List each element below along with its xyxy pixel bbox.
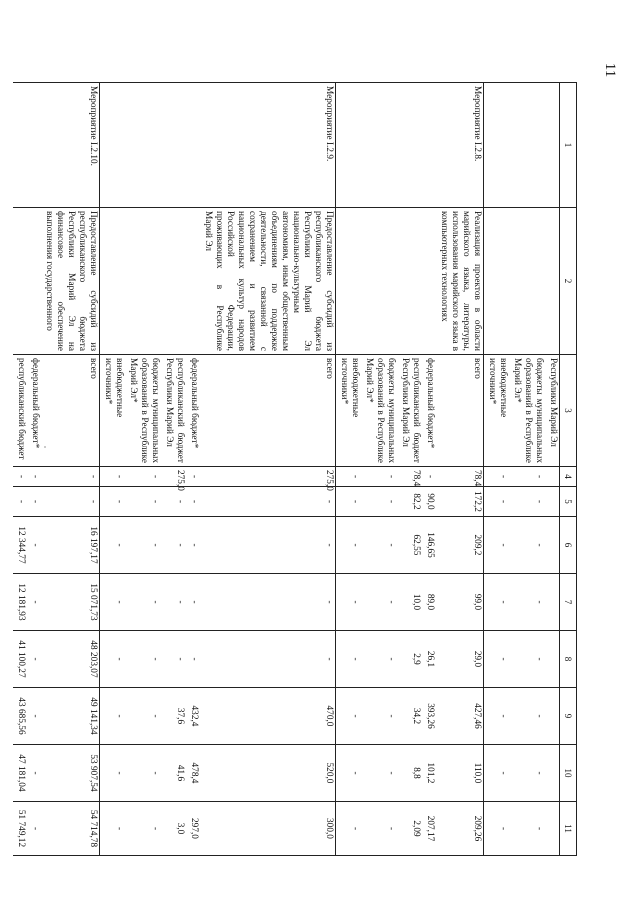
value-cell: 275,0: [200, 467, 336, 487]
value-cell: 427,46: [436, 688, 484, 745]
measure-name-cell: [161, 208, 186, 355]
value-cell: -: [200, 487, 336, 517]
value-cell: -: [186, 517, 200, 574]
value-cell: 520,0: [200, 745, 336, 802]
value-cell: 99,0: [436, 574, 484, 631]
value-cell: -: [361, 574, 397, 631]
table-row: [13, 83, 27, 856]
header-cell: 5: [560, 487, 577, 517]
value-cell: -: [509, 688, 545, 745]
value-cell: -: [484, 574, 510, 631]
measure-name-cell: Реализация проектов в области марийского языка, литературы, использования марийского языка в компьютерных технологиях: [436, 208, 484, 355]
measure-name-cell: [484, 208, 510, 355]
value-cell: -: [27, 745, 41, 802]
page-number: 11: [602, 62, 619, 78]
value-cell: 54 714,78: [41, 802, 100, 856]
value-cell: -: [161, 517, 186, 574]
value-cell: 2,9: [397, 631, 422, 688]
header-cell: 6: [560, 517, 577, 574]
value-cell: -: [484, 467, 510, 487]
funding-source-cell: внебюджетные источники*: [100, 355, 126, 467]
value-cell: -: [125, 467, 161, 487]
table-header: [560, 83, 577, 856]
measure-code-cell: [361, 83, 397, 208]
value-cell: -: [161, 487, 186, 517]
value-cell: 89,0: [422, 574, 436, 631]
value-cell: -: [100, 802, 126, 856]
value-cell: -: [200, 517, 336, 574]
value-cell: -: [509, 487, 545, 517]
measure-name-cell: [27, 208, 41, 355]
value-cell: -: [361, 631, 397, 688]
value-cell: -: [125, 574, 161, 631]
value-cell: 275,0: [161, 467, 186, 487]
value-cell: 34,2: [397, 688, 422, 745]
value-cell: -: [422, 467, 436, 487]
value-cell: 16 197,17: [41, 517, 100, 574]
value-cell: -: [186, 487, 200, 517]
measure-code-cell: [186, 83, 200, 208]
measure-code-cell: [397, 83, 422, 208]
value-cell: -: [361, 688, 397, 745]
value-cell: -: [361, 802, 397, 856]
value-cell: 101,2: [422, 745, 436, 802]
value-cell: [545, 631, 560, 688]
header-cell: 7: [560, 574, 577, 631]
value-cell: -: [484, 517, 510, 574]
value-cell: 43 685,56: [13, 688, 27, 745]
funding-source-cell: федеральный бюджет*: [422, 355, 436, 467]
table-row: [27, 83, 41, 856]
table-row: [336, 83, 362, 856]
value-cell: -: [125, 517, 161, 574]
funding-source-cell: республиканский бюджет: [13, 355, 27, 467]
table-row: [200, 83, 336, 856]
value-cell: -: [336, 802, 362, 856]
table-row: [41, 83, 100, 856]
measure-name-cell: [186, 208, 200, 355]
value-cell: 2,09: [397, 802, 422, 856]
value-cell: -: [336, 517, 362, 574]
measure-code-cell: Мероприятие I.2.9.: [200, 83, 336, 208]
rotated-table-container: [16, 82, 577, 855]
value-cell: -: [125, 745, 161, 802]
funding-source-cell: внебюджетные источники*: [336, 355, 362, 467]
value-cell: -: [27, 802, 41, 856]
measure-name-cell: [422, 208, 436, 355]
header-row: [560, 83, 577, 856]
value-cell: 41 100,27: [13, 631, 27, 688]
value-cell: 209,26: [436, 802, 484, 856]
value-cell: -: [27, 688, 41, 745]
value-cell: -: [186, 574, 200, 631]
funding-source-cell: всего: [436, 355, 484, 467]
measure-name-cell: [509, 208, 545, 355]
value-cell: -: [200, 631, 336, 688]
funding-source-cell: бюджеты муниципальных образований в Республике Марий Эл*: [361, 355, 397, 467]
header-cell: 2: [560, 208, 577, 355]
value-cell: -: [509, 631, 545, 688]
measure-name-cell: [100, 208, 126, 355]
measure-code-cell: [484, 83, 510, 208]
value-cell: -: [186, 467, 200, 487]
value-cell: 12 181,93: [13, 574, 27, 631]
value-cell: 432,4: [186, 688, 200, 745]
value-cell: 300,0: [200, 802, 336, 856]
value-cell: -: [100, 631, 126, 688]
header-cell: 1: [560, 83, 577, 208]
value-cell: -: [27, 467, 41, 487]
value-cell: 51 749,12: [13, 802, 27, 856]
value-cell: 146,65: [422, 517, 436, 574]
measure-code-cell: [100, 83, 126, 208]
funding-source-cell: всего: [200, 355, 336, 467]
measure-name-cell: [545, 208, 560, 355]
table-row: [509, 83, 545, 856]
measure-name-cell: Предоставление субсидий из республиканского бюджета Республики Марий Эл национально-культурным автономиям, иным общественным объединениям по поддержке деятельности, связанной с сохранением и развитием национальных культур народов Российской Федерации, проживающих в Республике Марий Эл: [200, 208, 336, 355]
value-cell: -: [484, 487, 510, 517]
table-body: [13, 83, 560, 856]
value-cell: -: [361, 745, 397, 802]
value-cell: -: [200, 574, 336, 631]
value-cell: 47 181,04: [13, 745, 27, 802]
measure-code-cell: [161, 83, 186, 208]
value-cell: 82,2: [397, 487, 422, 517]
funding-source-cell: бюджеты муниципальных образований в Республике Марий Эл*: [125, 355, 161, 467]
measure-name-cell: [336, 208, 362, 355]
value-cell: [545, 517, 560, 574]
value-cell: 90,0: [422, 487, 436, 517]
value-cell: 209,2: [436, 517, 484, 574]
value-cell: [545, 688, 560, 745]
value-cell: [545, 802, 560, 856]
value-cell: -: [361, 517, 397, 574]
table-row: [125, 83, 161, 856]
value-cell: -: [336, 745, 362, 802]
value-cell: -: [336, 688, 362, 745]
value-cell: 3,0: [161, 802, 186, 856]
value-cell: -: [125, 631, 161, 688]
funding-source-cell: всего: [41, 355, 100, 467]
funding-source-cell: бюджеты муниципальных образований в Республике Марий Эл*: [509, 355, 545, 467]
header-cell: 3: [560, 355, 577, 467]
table-row: [186, 83, 200, 856]
header-cell: 11: [560, 802, 577, 856]
value-cell: 110,0: [436, 745, 484, 802]
financing-table: [13, 82, 577, 856]
value-cell: -: [100, 688, 126, 745]
value-cell: -: [336, 574, 362, 631]
value-cell: 37,6: [161, 688, 186, 745]
value-cell: 207,17: [422, 802, 436, 856]
table-row: [361, 83, 397, 856]
value-cell: 53 907,54: [41, 745, 100, 802]
measure-code-cell: [422, 83, 436, 208]
value-cell: -: [41, 487, 100, 517]
value-cell: -: [186, 631, 200, 688]
header-cell: 4: [560, 467, 577, 487]
value-cell: -: [336, 631, 362, 688]
value-cell: [545, 574, 560, 631]
value-cell: -: [27, 517, 41, 574]
value-cell: -: [361, 487, 397, 517]
funding-source-cell: республиканский бюджет Республики Марий Эл: [161, 355, 186, 467]
value-cell: 10,0: [397, 574, 422, 631]
value-cell: 48 203,07: [41, 631, 100, 688]
measure-name-cell: [13, 208, 27, 355]
value-cell: -: [100, 467, 126, 487]
value-cell: -: [484, 802, 510, 856]
value-cell: -: [125, 688, 161, 745]
value-cell: -: [27, 574, 41, 631]
value-cell: -: [161, 574, 186, 631]
value-cell: 15 071,73: [41, 574, 100, 631]
measure-name-cell: [125, 208, 161, 355]
value-cell: -: [509, 467, 545, 487]
measure-code-cell: [27, 83, 41, 208]
value-cell: -: [509, 574, 545, 631]
value-cell: 26,1: [422, 631, 436, 688]
value-cell: 8,8: [397, 745, 422, 802]
measure-code-cell: [125, 83, 161, 208]
value-cell: -: [100, 574, 126, 631]
value-cell: -: [125, 802, 161, 856]
value-cell: [545, 467, 560, 487]
value-cell: -: [484, 745, 510, 802]
funding-source-cell: внебюджетные источники*: [484, 355, 510, 467]
value-cell: 478,4: [186, 745, 200, 802]
value-cell: -: [336, 487, 362, 517]
value-cell: -: [100, 517, 126, 574]
value-cell: -: [509, 802, 545, 856]
value-cell: 470,0: [200, 688, 336, 745]
value-cell: -: [13, 467, 27, 487]
value-cell: -: [125, 487, 161, 517]
funding-source-cell: Республики Марий Эл: [545, 355, 560, 467]
measure-name-cell: [397, 208, 422, 355]
value-cell: [545, 745, 560, 802]
table-row: [397, 83, 422, 856]
value-cell: -: [161, 631, 186, 688]
value-cell: 393,26: [422, 688, 436, 745]
value-cell: 12 344,77: [13, 517, 27, 574]
value-cell: -: [13, 487, 27, 517]
value-cell: 78,4: [397, 467, 422, 487]
header-cell: 10: [560, 745, 577, 802]
value-cell: -: [100, 745, 126, 802]
value-cell: 49 141,34: [41, 688, 100, 745]
value-cell: -: [509, 517, 545, 574]
measure-code-cell: [13, 83, 27, 208]
value-cell: -: [484, 631, 510, 688]
measure-code-cell: [336, 83, 362, 208]
measure-code-cell: Мероприятие I.2.10.: [41, 83, 100, 208]
table-row: [545, 83, 560, 856]
value-cell: -: [27, 487, 41, 517]
value-cell: -: [361, 467, 397, 487]
value-cell: 172,2: [436, 487, 484, 517]
value-cell: 62,55: [397, 517, 422, 574]
value-cell: [545, 487, 560, 517]
value-cell: 29,0: [436, 631, 484, 688]
value-cell: -: [484, 688, 510, 745]
header-cell: 8: [560, 631, 577, 688]
funding-source-cell: федеральный бюджет*: [27, 355, 41, 467]
value-cell: -: [100, 487, 126, 517]
measure-code-cell: [545, 83, 560, 208]
value-cell: 78,4: [436, 467, 484, 487]
value-cell: -: [41, 467, 100, 487]
funding-source-cell: республиканский бюджет Республики Марий Эл: [397, 355, 422, 467]
header-cell: 9: [560, 688, 577, 745]
table-row: [100, 83, 126, 856]
measure-code-cell: [509, 83, 545, 208]
table-row: [161, 83, 186, 856]
value-cell: 297,0: [186, 802, 200, 856]
table-row: [422, 83, 436, 856]
measure-code-cell: Мероприятие I.2.8.: [436, 83, 484, 208]
measure-name-cell: [361, 208, 397, 355]
measure-name-cell: Предоставление субсидий из республиканского бюджета Республики Марий Эл на финансовое обеспечение выполнения государственного: [41, 208, 100, 355]
table-row: [436, 83, 484, 856]
value-cell: 41,6: [161, 745, 186, 802]
table-row: [484, 83, 510, 856]
value-cell: -: [27, 631, 41, 688]
funding-source-cell: федеральный бюджет*: [186, 355, 200, 467]
value-cell: -: [336, 467, 362, 487]
value-cell: -: [509, 745, 545, 802]
